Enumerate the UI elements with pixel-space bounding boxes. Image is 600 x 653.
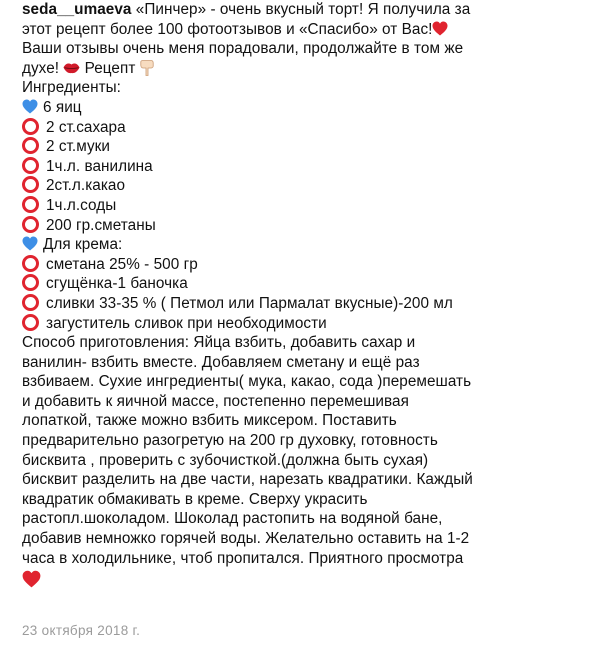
- red-circle-icon: [22, 176, 39, 193]
- method-line: взбиваем. Сухие ингредиенты( мука, какао, сода )перемешать: [22, 373, 472, 391]
- method-line: растопл.шоколадом. Шоколад растопить на водяной бане,: [22, 510, 443, 528]
- red-circle-icon: [22, 137, 39, 154]
- red-circle-icon: [22, 255, 39, 272]
- red-circle-icon: [22, 216, 39, 233]
- ingredient-item: [22, 216, 592, 236]
- cream-label: сгущёнка-1 баночка: [46, 275, 188, 293]
- intro-line-1: [22, 0, 592, 20]
- ingredients-header: Ингредиенты:: [22, 79, 121, 97]
- method-text: [22, 333, 592, 568]
- cream-header-line: [22, 235, 592, 255]
- cream-item: [22, 274, 592, 294]
- intro-line-4: [22, 59, 592, 79]
- intro-line-2: [22, 20, 592, 40]
- method-line: бисквит разделить на две части, нарезать квадратики. Каждый: [22, 471, 473, 489]
- red-circle-icon: [22, 118, 39, 135]
- ingredient-item: [22, 157, 592, 177]
- method-line: бисквита , проверить с зубочисткой.(должна быть сухая): [22, 451, 429, 469]
- intro-text-2: этот рецепт более 100 фотоотзывов и «Спасибо» от Вас!: [22, 20, 433, 38]
- red-heart-icon: [22, 570, 41, 588]
- cream-label: сметана 25% - 500 гр: [46, 255, 198, 273]
- method-line: и добавить к яичной массе, постепенно перемешивая: [22, 392, 409, 410]
- ingredient-label: 1ч.л.соды: [46, 196, 117, 214]
- post-caption: [22, 0, 592, 596]
- ingredient-label: 2 ст.сахара: [46, 118, 126, 136]
- method-line: квадратик обмакивать в креме. Сверху украсить: [22, 490, 368, 508]
- pointing-down-hand-icon: [140, 60, 154, 76]
- ingredient-item: [22, 98, 592, 118]
- ingredient-label: 6 яиц: [43, 98, 82, 116]
- method-line: добавив немножко горячей воды. Желательно оставить на 1-2: [22, 530, 470, 548]
- blue-heart-icon: [22, 236, 38, 251]
- cream-label: загуститель сливок при необходимости: [46, 314, 327, 332]
- red-circle-icon: [22, 294, 39, 311]
- username-link[interactable]: seda__umaeva: [22, 1, 132, 18]
- ingredient-label: 200 гр.сметаны: [46, 216, 156, 234]
- ingredient-item: [22, 176, 592, 196]
- method-line: лопаткой, также можно взбить миксером. Поставить: [22, 412, 397, 430]
- intro-text-3: Ваши отзывы очень меня порадовали, продолжайте в том же: [22, 40, 464, 58]
- closing-heart-line: [22, 568, 592, 596]
- method-line: предварительно разогретую на 200 гр духовку, готовность: [22, 432, 438, 450]
- ingredient-item: [22, 137, 592, 157]
- method-line: часа в холодильнике, чтоб пропитался. Приятного просмотра: [22, 549, 464, 567]
- intro-line-3: [22, 39, 592, 59]
- post-date: 23 октября 2018 г.: [22, 623, 141, 638]
- cream-label: сливки 33-35 % ( Петмол или Пармалат вкусные)-200 мл: [46, 294, 453, 312]
- ingredient-item: [22, 196, 592, 216]
- method-line: ванилин- взбить вместе. Добавляем сметану и ещё раз: [22, 353, 420, 371]
- intro-text-4b: Рецепт: [80, 59, 140, 77]
- intro-text-1: «Пинчер» - очень вкусный торт! Я получила за: [131, 1, 471, 18]
- ingredient-label: 2ст.л.какао: [46, 177, 126, 195]
- red-circle-icon: [22, 196, 39, 213]
- cream-header: Для крема:: [43, 236, 123, 254]
- ingredient-label: 2 ст.муки: [46, 138, 110, 156]
- red-circle-icon: [22, 274, 39, 291]
- ingredient-label: 1ч.л. ванилина: [46, 157, 153, 175]
- cream-item: [22, 314, 592, 334]
- intro-text-4a: духе!: [22, 59, 64, 77]
- red-circle-icon: [22, 314, 39, 331]
- kiss-lips-icon: [63, 62, 80, 74]
- red-circle-icon: [22, 157, 39, 174]
- cream-item: [22, 294, 592, 314]
- method-line: Способ приготовления: Яйца взбить, добавить сахар и: [22, 334, 416, 352]
- ingredient-item: [22, 118, 592, 138]
- cream-item: [22, 255, 592, 275]
- red-heart-icon: [432, 21, 448, 36]
- blue-heart-icon: [22, 99, 38, 114]
